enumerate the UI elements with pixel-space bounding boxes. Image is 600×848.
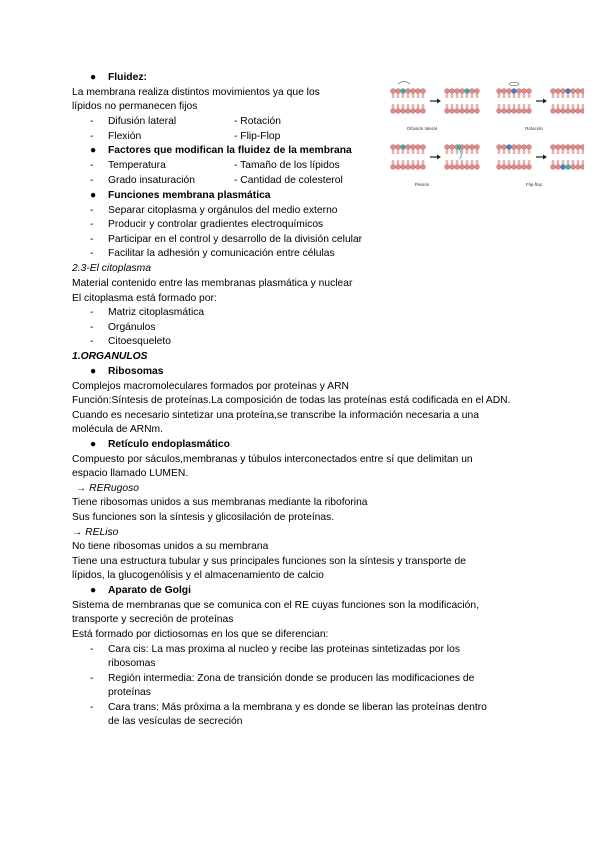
list-item-text: Matriz citoplasmática: [108, 307, 205, 318]
list-item-text: Citoesqueleto: [108, 336, 171, 347]
bullet-dot: ●: [90, 145, 97, 156]
paragraph-line: espacio llamado LUMEN.: [72, 468, 189, 479]
paragraph-line: Compuesto por sáculos,membranas y túbulos interconectados entre sí que delimitan un: [72, 454, 473, 465]
paragraph-line: Cuando es necesario sintetizar una proteína,se transcribe la información necesaria a una: [72, 410, 479, 421]
list-item-text: Producir y controlar gradientes electroquímicos: [108, 219, 324, 230]
paragraph-line: El citoplasma está formado por:: [72, 293, 217, 304]
paragraph-line: Sus funciones son la síntesis y glicosilación de proteínas.: [72, 512, 335, 523]
figure-caption: Rotación: [525, 126, 543, 131]
bullet-dot: ●: [90, 439, 97, 450]
paragraph-line: lípidos no permanecen fijos: [72, 101, 198, 112]
list-item-left: Flexión: [108, 131, 142, 142]
list-item-right: - Tamaño de los lípidos: [234, 160, 340, 171]
heading-factores: Factores que modifican la fluidez de la membrana: [108, 145, 352, 156]
figure-caption: Flexión: [414, 182, 430, 187]
membrane-movements-figure: [384, 80, 584, 192]
list-item-text: Región intermedia: Zona de transición donde se producen las modificaciones de: [108, 673, 475, 684]
bullet-dot: ●: [90, 366, 97, 377]
paragraph-line: Función:Síntesis de proteínas.La composición de todas las proteínas está codificada en el ADN.: [72, 395, 511, 406]
list-item-text: Cara cis: La mas proxima al nucleo y recibe las proteinas sintetizadas por los: [108, 644, 460, 655]
list-item-text: Separar citoplasma y orgánulos del medio externo: [108, 205, 338, 216]
list-item-left: Grado insaturación: [108, 175, 196, 186]
paragraph-line: transporte y secreción de proteínas: [72, 614, 234, 625]
bullet-dot: ●: [90, 72, 97, 83]
list-item-continuation: ribosomas: [108, 658, 156, 669]
list-item-text: Participar en el control y desarrollo de la división celular: [108, 234, 363, 245]
paragraph-line: No tiene ribosomas unidos a su membrana: [72, 541, 269, 552]
section-heading-organulos: 1.ORGANULOS: [72, 351, 148, 362]
heading-ribosomas: Ribosomas: [108, 366, 164, 377]
list-item-text: Cara trans: Más próxima a la membrana y es donde se liberan las proteínas dentro: [108, 702, 487, 713]
heading-fluidez: Fluidez:: [108, 72, 147, 83]
list-item-left: Temperatura: [108, 160, 166, 171]
subheading-rer: → RERugoso: [76, 483, 139, 494]
heading-golgi: Aparato de Golgi: [108, 585, 191, 596]
heading-funciones: Funciones membrana plasmática: [108, 190, 271, 201]
list-item-right: - Flip-Flop: [234, 131, 281, 142]
list-item-right: - Cantidad de colesterol: [234, 175, 343, 186]
list-item-continuation: de las vesículas de secreción: [108, 716, 243, 727]
list-item-continuation: proteínas: [108, 687, 151, 698]
paragraph-line: La membrana realiza distintos movimientos ya que los: [72, 87, 320, 98]
list-item-text: Orgánulos: [108, 322, 156, 333]
bullet-dot: ●: [90, 585, 97, 596]
subheading-rel: → RELiso: [72, 527, 119, 538]
bullet-dot: ●: [90, 190, 97, 201]
paragraph-line: Tiene ribosomas unidos a sus membranas mediante la riboforina: [72, 497, 368, 508]
list-item-right: - Rotación: [234, 116, 281, 127]
list-item-text: Facilitar la adhesión y comunicación entre células: [108, 248, 335, 259]
paragraph-line: Material contenido entre las membranas plasmática y nuclear: [72, 278, 353, 289]
paragraph-line: lípidos, la glucogenólisis y el almacenamiento de calcio: [72, 570, 324, 581]
figure-caption: Flip-flop: [525, 182, 543, 187]
heading-reticulo: Retículo endoplasmático: [108, 439, 230, 450]
paragraph-line: molécula de ARNm.: [72, 424, 163, 435]
section-heading-citoplasma: 2.3-El citoplasma: [72, 263, 151, 274]
paragraph-line: Complejos macromoleculares formados por proteínas y ARN: [72, 381, 349, 392]
figure-caption: Difusión lateral: [407, 126, 437, 131]
paragraph-line: Está formado por dictiosomas en los que se diferencian:: [72, 629, 329, 640]
paragraph-line: Tiene una estructura tubular y sus principales funciones son la síntesis y transporte de: [72, 556, 466, 567]
list-item-left: Difusión lateral: [108, 116, 177, 127]
paragraph-line: Sistema de membranas que se comunica con el RE cuyas funciones son la modificación,: [72, 600, 479, 611]
